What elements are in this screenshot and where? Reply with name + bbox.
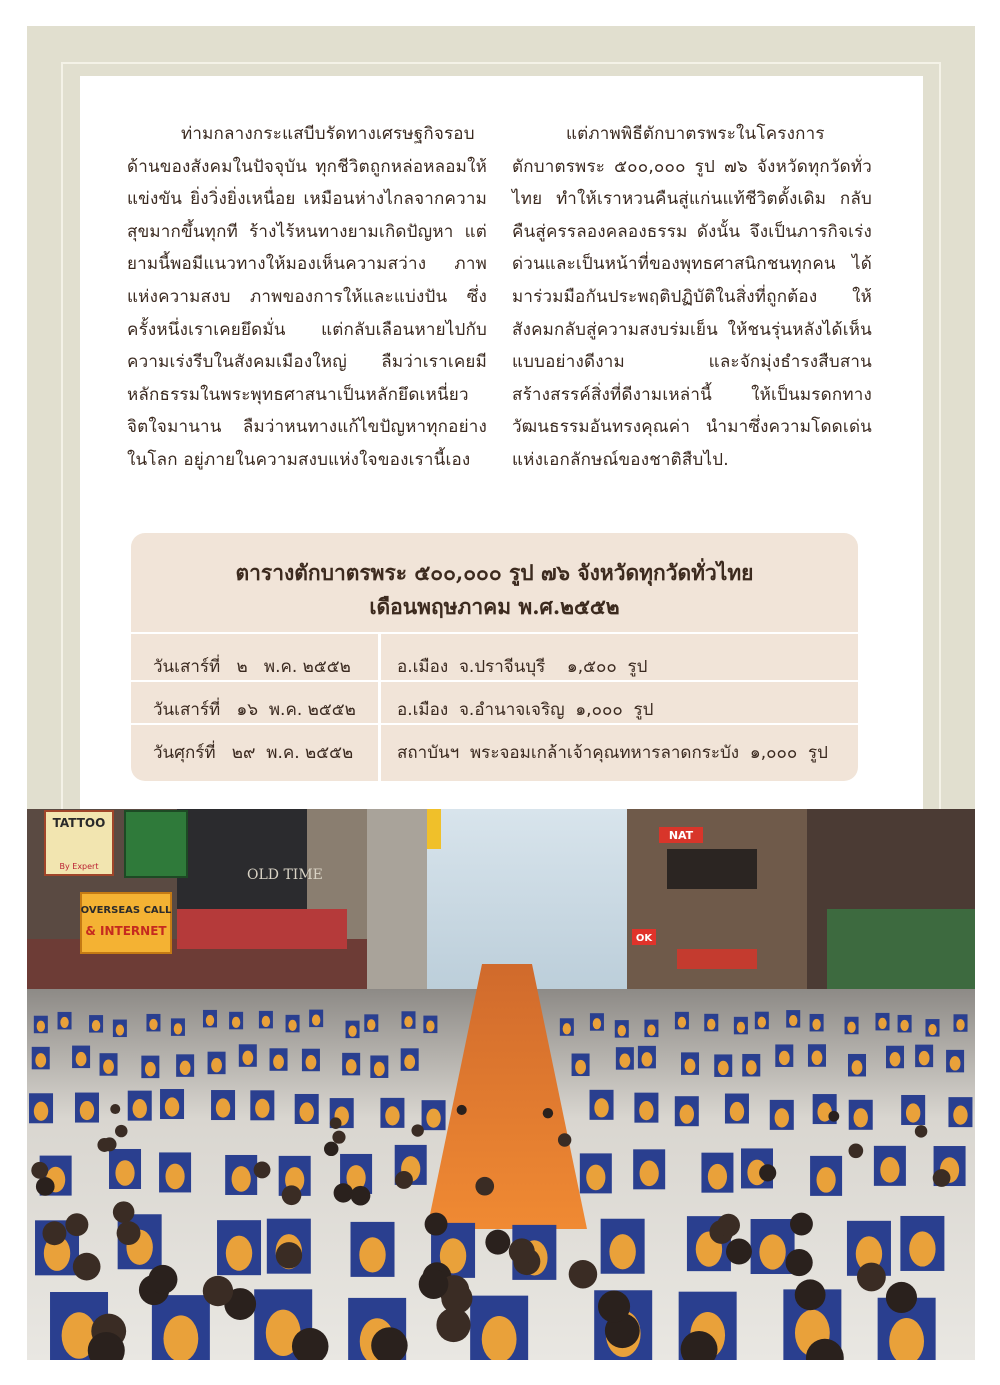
buddha-poster (229, 1012, 243, 1030)
person-head (282, 1185, 302, 1205)
buddha-poster (954, 1014, 968, 1032)
person-head (395, 1171, 413, 1189)
buddha-poster (146, 1014, 160, 1032)
buddha-poster (309, 1010, 323, 1027)
buddha-poster (616, 1047, 634, 1070)
old-time-sign-text: OLD TIME (247, 867, 323, 883)
buddha-poster (572, 1054, 590, 1077)
buddha-poster (270, 1048, 288, 1070)
person-head (828, 1111, 839, 1122)
person-head (419, 1269, 449, 1299)
buddha-poster (203, 1010, 217, 1028)
person-head (569, 1260, 598, 1289)
buddha-poster (601, 1219, 645, 1274)
buddha-poster (346, 1021, 360, 1039)
person-head (726, 1239, 752, 1265)
buddha-poster (171, 1018, 185, 1035)
buddha-poster (770, 1100, 794, 1130)
overseas-call-sign (81, 893, 172, 953)
buddha-poster (874, 1146, 906, 1186)
green-sign (125, 811, 187, 877)
person-head (203, 1276, 233, 1306)
buddha-poster (886, 1046, 904, 1069)
person-head (110, 1104, 120, 1114)
schedule-subtitle: เดือนพฤษภาคม พ.ศ.๒๕๕๒ (369, 594, 620, 619)
buddha-poster (675, 1012, 689, 1030)
person-head (31, 1162, 48, 1179)
nat-sign (659, 827, 703, 843)
buddha-poster (32, 1047, 50, 1070)
person-head (543, 1108, 553, 1118)
buddha-poster (775, 1044, 793, 1067)
buddha-poster (364, 1014, 378, 1032)
person-head (849, 1143, 864, 1158)
person-head (411, 1124, 423, 1136)
person-head (117, 1221, 141, 1245)
person-head (324, 1142, 338, 1156)
buddha-poster (560, 1018, 574, 1036)
buddha-poster (704, 1014, 718, 1032)
ok-sign (632, 929, 656, 945)
person-head (332, 1131, 345, 1144)
buddha-poster (946, 1050, 964, 1073)
buddha-poster (239, 1044, 257, 1066)
buddha-poster (58, 1012, 72, 1030)
buddha-poster (160, 1089, 184, 1119)
buddha-poster (849, 1100, 873, 1130)
person-head (148, 1265, 177, 1294)
buddha-poster (580, 1153, 612, 1193)
buddha-poster (755, 1012, 769, 1030)
buddha-poster (109, 1149, 141, 1189)
tattoo-sign (45, 811, 113, 875)
buddha-poster (422, 1100, 446, 1130)
article-right-column: แต่ภาพพิธีตักบาตรพระในโครงการตักบาตรพระ ๕๐๐,๐๐๐ รูป ๗๖ จังหวัดทุกวัดทั่วไทย ทำให้เราหวนคืนสู่แก่นแท้ชีวิตดั้งเดิม กลับคืนสู่ครรลองคลองธรรม ดังนั้น จึงเป็นภารกิจเร่งด่วนและเป็นหน้าที่ของพุทธศาสนิกชนทุกคน ได้มาร่วมมือกันประพฤติปฏิบัติในสิ่งที่ถูกต้อง ให้สังคมกลับสู่ความสงบร่มเย็น ให้ชนรุ่นหลังได้เห็นแบบอย่างดีงาม และจักมุ่งธำรงสืบสาน สร้างสรรค์สิ่งที่ดีงามเหล่านี้ ให้เป็นมรดกทางวัฒนธรรมอันทรงคุณค่า นำมาซึ่งความโดดเด่นแห่งเอกลักษณ์ของชาติสืบไป. (512, 124, 872, 470)
buddha-poster (875, 1013, 889, 1030)
buddha-poster (225, 1155, 257, 1195)
buddha-poster (638, 1046, 656, 1068)
black-sign (667, 849, 757, 889)
alms-schedule-table (131, 533, 858, 781)
internet-text: & INTERNET (85, 924, 167, 938)
buddha-poster (401, 1048, 419, 1071)
buddha-poster (810, 1156, 842, 1196)
buddha-poster (615, 1020, 629, 1038)
buddha-poster (810, 1014, 824, 1032)
person-head (598, 1290, 630, 1322)
schedule-row-place: อ.เมือง จ.ปราจีนบุรี ๑,๕๐๐ รูป (397, 657, 648, 677)
person-head (759, 1164, 776, 1181)
person-head (330, 1117, 342, 1129)
person-head (425, 1213, 448, 1236)
person-head (933, 1169, 951, 1187)
buddha-poster (900, 1216, 944, 1271)
person-head (97, 1138, 111, 1152)
person-head (857, 1263, 886, 1292)
buddha-poster (89, 1015, 103, 1033)
buddha-poster (898, 1015, 912, 1033)
buddha-poster (34, 1016, 48, 1034)
buddha-poster (948, 1097, 972, 1127)
buddha-poster (208, 1052, 226, 1075)
buddha-poster (714, 1054, 732, 1077)
buddha-poster (590, 1090, 614, 1120)
schedule-row-date: วันเสาร์ที่ ๒ พ.ค. ๒๕๕๒ (153, 657, 351, 677)
table-column-divider (378, 633, 381, 781)
buddha-poster (633, 1149, 665, 1189)
person-head (509, 1238, 535, 1264)
buddha-poster (742, 1054, 760, 1077)
nat-sign-text: NAT (668, 829, 694, 842)
buddha-poster (675, 1096, 699, 1126)
tattoo-sign-subtext: By Expert (59, 862, 99, 871)
buddha-poster (845, 1017, 859, 1035)
buddha-poster (351, 1222, 395, 1277)
person-head (457, 1105, 467, 1115)
person-head (915, 1125, 928, 1138)
buddha-poster (259, 1011, 273, 1029)
buddha-poster (734, 1017, 748, 1035)
buddha-poster (925, 1019, 939, 1037)
buddha-poster (590, 1013, 604, 1031)
green-awning (827, 909, 975, 999)
person-head (73, 1253, 101, 1281)
article-left-column: ท่ามกลางกระแสบีบรัดทางเศรษฐกิจรอบด้านของสังคมในปัจจุบัน ทุกชีวิตถูกหล่อหลอมให้แข่งขัน ยิ่งวิ่งยิ่งเหนื่อย เหมือนห่างไกลจากความสุขมากขึ้นทุกที ร้างไร้หนทางยามเกิดปัญหา แต่ยามนี้พอมีแนวทางให้มองเห็นความสว่าง ภาพแห่งความสงบ ภาพของการให้และแบ่งปัน ซึ่งครั้งหนึ่งเราเคยยึดมั่น แต่กลับเลือนหายไปกับความเร่งรีบในสังคมเมืองใหญ่ ลืมว่าเราเคยมีหลักธรรมในพระพุทธศาสนาเป็นหลักยึดเหนี่ยวจิตใจมานาน ลืมว่าหนทางแก้ไขปัญหาทุกอย่างในโลก อยู่ภายในความสงบแห่งใจของเรานี้เอง (127, 124, 487, 470)
red-awning (677, 949, 757, 969)
buddha-poster (380, 1098, 404, 1128)
buddha-poster (681, 1052, 699, 1075)
person-head (351, 1186, 371, 1206)
buddha-poster (141, 1056, 159, 1079)
person-head (558, 1133, 571, 1146)
street-scene-illustration (27, 809, 975, 1360)
buddha-poster (152, 1295, 210, 1360)
buddha-poster (401, 1011, 415, 1028)
person-head (113, 1201, 135, 1223)
schedule-title: ตารางตักบาตรพระ ๕๐๐,๐๐๐ รูป ๗๖ จังหวัดทุกวัดทั่วไทย (235, 560, 754, 585)
alms-giving-street-photo (27, 809, 975, 1360)
person-head (795, 1279, 826, 1310)
person-head (42, 1221, 66, 1245)
person-head (65, 1213, 88, 1236)
person-head (276, 1242, 302, 1268)
person-head (36, 1177, 55, 1196)
buddha-poster (725, 1094, 749, 1124)
person-head (886, 1282, 917, 1313)
buddha-poster (286, 1015, 300, 1033)
buddha-poster (75, 1093, 99, 1123)
person-head (475, 1177, 494, 1196)
schedule-row-place: อ.เมือง จ.อำนาจเจริญ ๑,๐๐๐ รูป (397, 700, 654, 720)
yellow-sign (427, 809, 441, 849)
person-head (790, 1213, 813, 1236)
buddha-poster (250, 1090, 274, 1120)
table-divider (131, 632, 858, 634)
schedule-row-date: วันศุกร์ที่ ๒๙ พ.ค. ๒๕๕๒ (153, 743, 354, 763)
buddha-poster (217, 1220, 261, 1275)
buddha-poster (634, 1093, 658, 1123)
schedule-row-place: สถาบันฯ พระจอมเกล้าเจ้าคุณทหารลาดกระบัง ๑,๐๐๐ รูป (397, 743, 828, 763)
red-banner (177, 909, 347, 949)
person-head (485, 1230, 510, 1255)
buddha-poster (29, 1093, 53, 1123)
buddha-poster (470, 1296, 528, 1360)
buddha-poster (128, 1091, 152, 1121)
table-divider (131, 680, 858, 682)
buddha-poster (370, 1055, 388, 1078)
buddha-poster (901, 1095, 925, 1125)
mid-building (367, 809, 427, 989)
schedule-header (131, 533, 858, 633)
buddha-poster (113, 1020, 127, 1037)
buddha-poster (211, 1090, 235, 1120)
tattoo-sign-text: TATTOO (52, 816, 106, 830)
buddha-poster (100, 1053, 118, 1076)
overseas-call-text: OVERSEAS CALL (80, 905, 172, 916)
buddha-poster (72, 1046, 90, 1069)
buddha-poster (848, 1054, 866, 1077)
person-head (717, 1214, 740, 1237)
schedule-row-date: วันเสาร์ที่ ๑๖ พ.ค. ๒๕๕๒ (153, 700, 356, 720)
buddha-poster (644, 1020, 658, 1038)
table-divider (131, 723, 858, 725)
buddha-poster (423, 1016, 437, 1034)
person-head (786, 1249, 813, 1276)
buddha-poster (159, 1152, 191, 1192)
buddha-poster (176, 1054, 194, 1077)
person-head (254, 1162, 271, 1179)
buddha-poster (701, 1153, 733, 1193)
buddha-poster (302, 1049, 320, 1072)
person-head (334, 1183, 353, 1202)
buddha-poster (295, 1094, 319, 1124)
buddha-poster (786, 1010, 800, 1028)
buddha-poster (342, 1053, 360, 1076)
person-head (115, 1125, 127, 1137)
buddha-poster (915, 1045, 933, 1068)
ok-sign-text: OK (635, 933, 653, 944)
buddha-poster (808, 1044, 826, 1067)
